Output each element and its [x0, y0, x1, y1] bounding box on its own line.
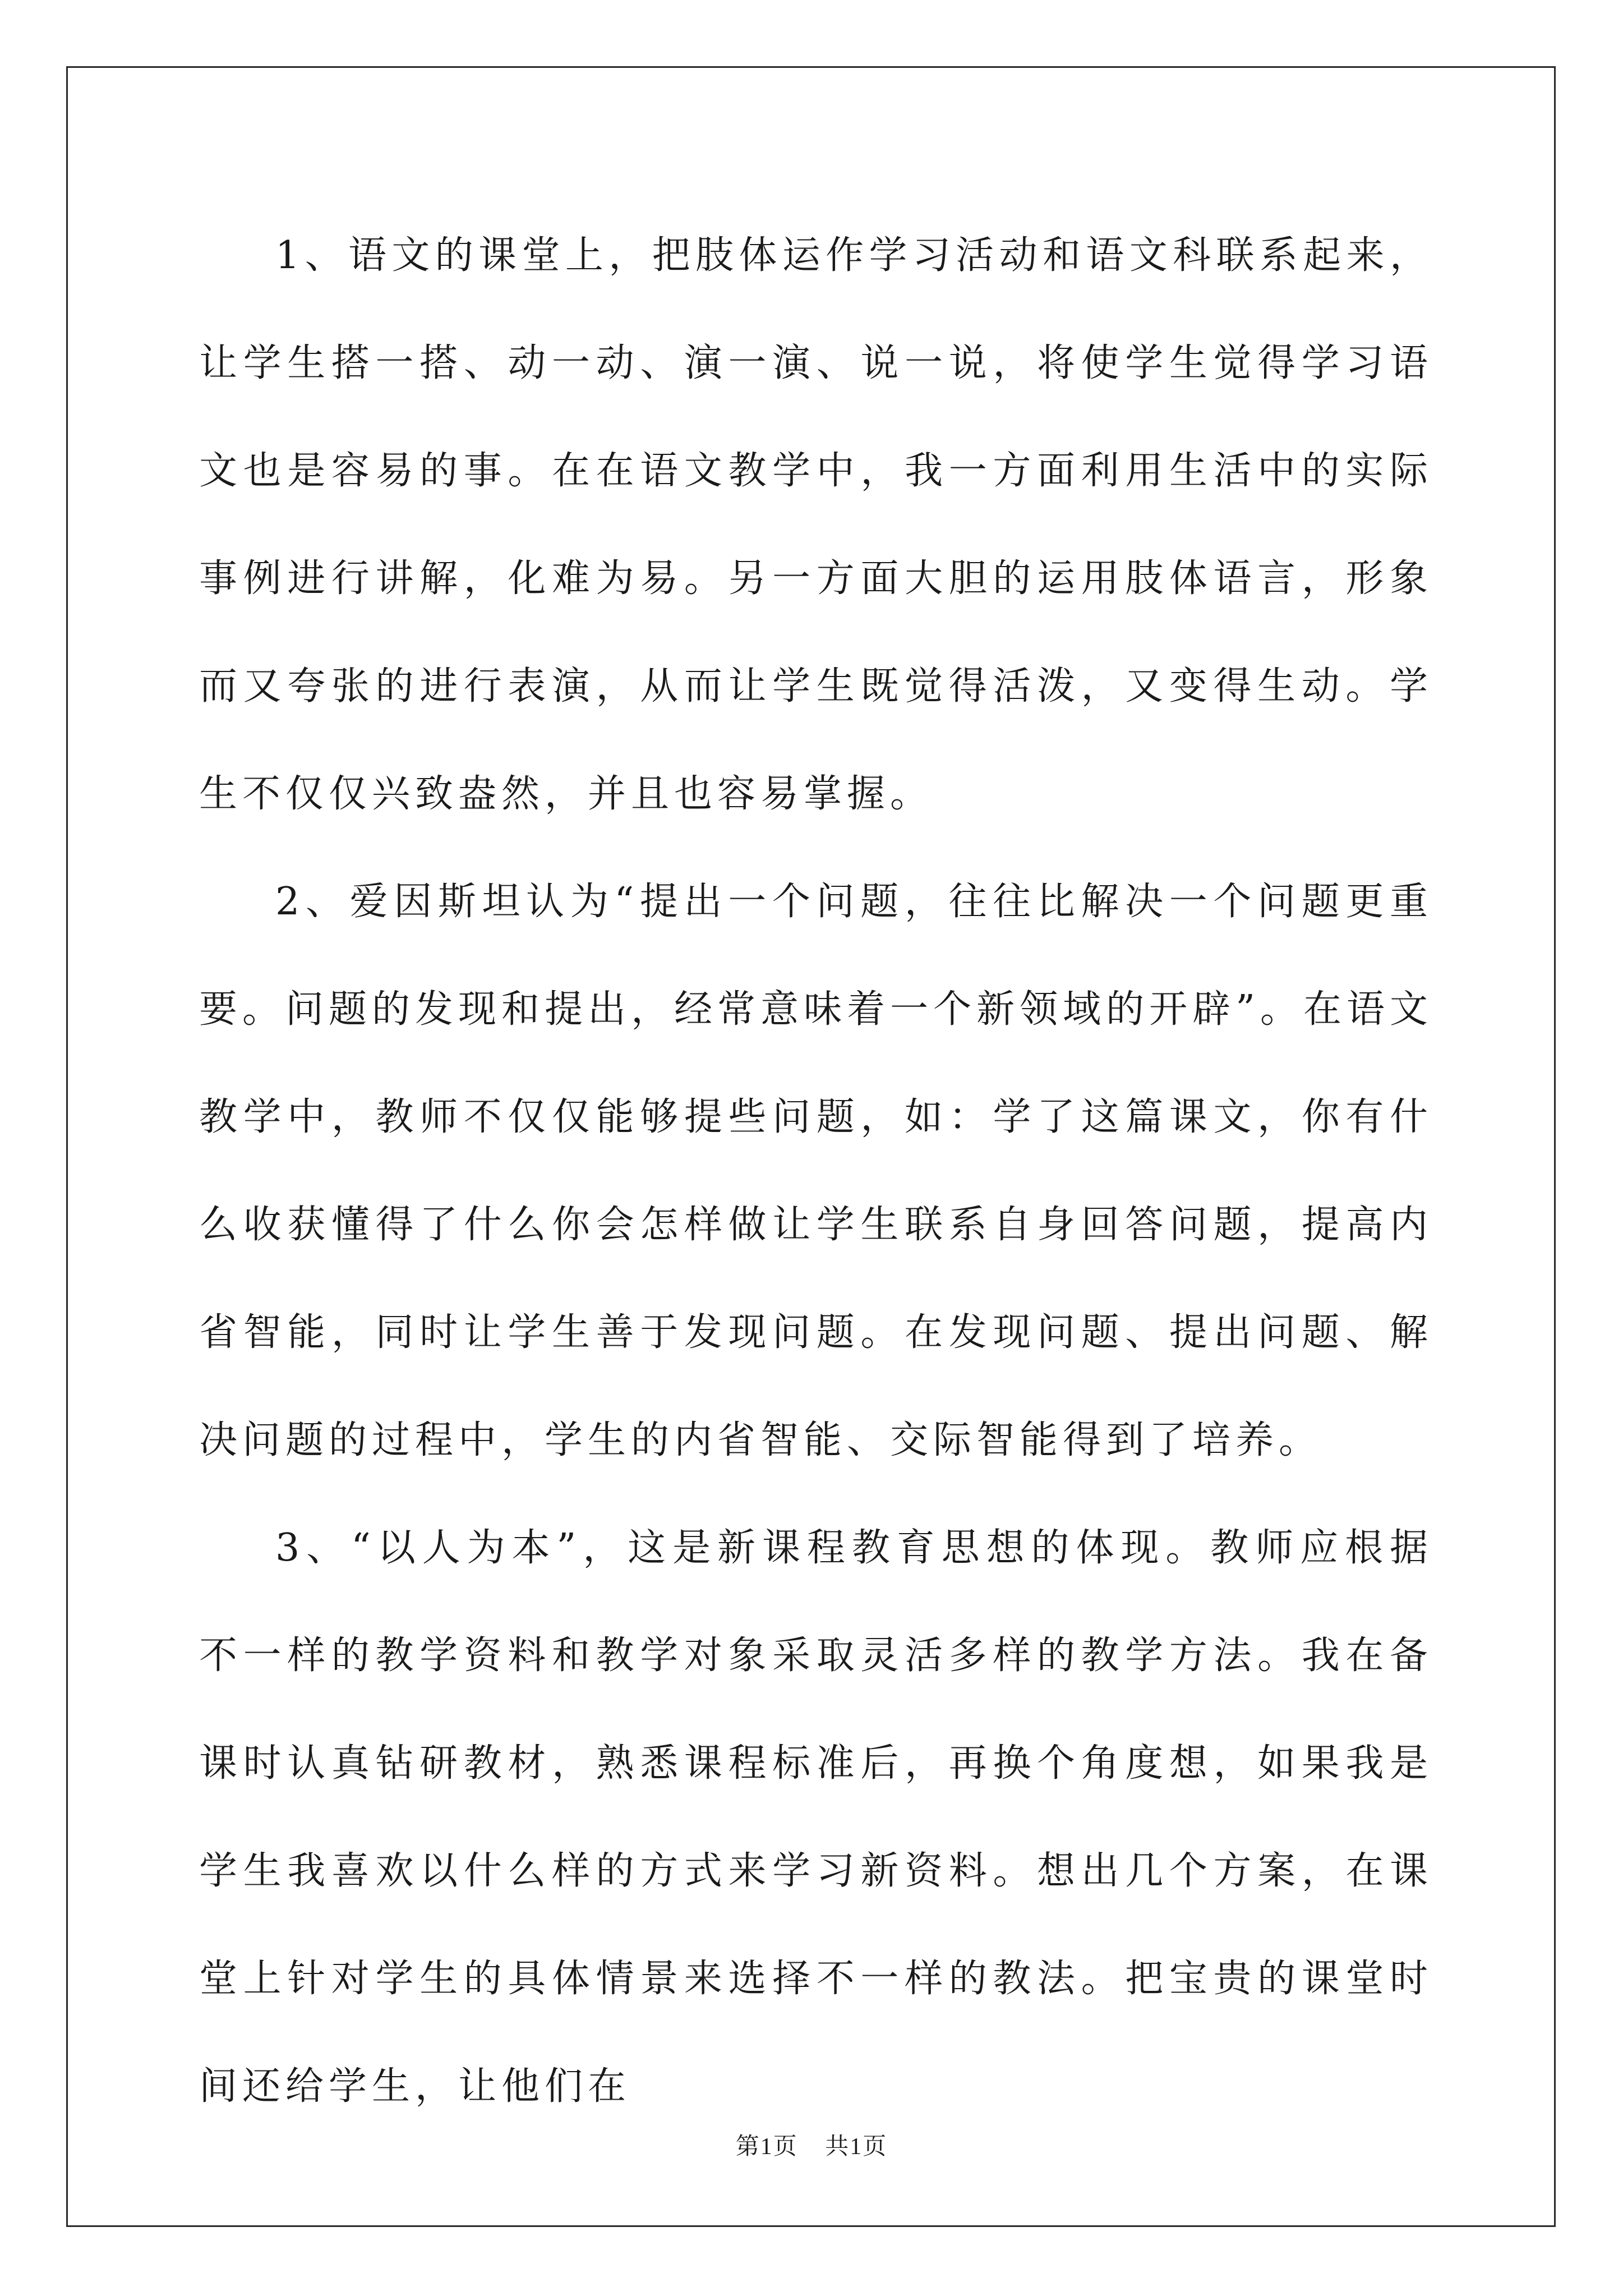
page-total: 共1页 — [825, 2134, 888, 2160]
document-body — [199, 202, 1433, 2141]
paragraph-3: 3、“以人为本”，这是新课程教育思想的体现。教师应根据不一样的教学资料和教学对象采取灵活多样的教学方法。我在备课时认真钻研教材，熟悉课程标准后，再换个角度想，如果我是学生我喜欢以什么样的方式来学习新资料。想出几个方案，在课堂上针对学生的具体情景来选择不一样的教法。把宝贵的课堂时间还给学生，让他们在 — [199, 1526, 1433, 2109]
paragraph-1: 1、语文的课堂上，把肢体运作学习活动和语文科联系起来，让学生搭一搭、动一动、演一演、说一说，将使学生觉得学习语文也是容易的事。在在语文教学中，我一方面利用生活中的实际事例进行讲解，化难为易。另一方面大胆的运用肢体语言，形象而又夸张的进行表演，从而让学生既觉得活泼，又变得生动。学生不仅仅兴致盎然，并且也容易掌握。 — [199, 233, 1433, 816]
paragraph-2: 2、爱因斯坦认为“提出一个问题，往往比解决一个问题更重要。问题的发现和提出，经常意味着一个新领域的开辟”。在语文教学中，教师不仅仅能够提些问题，如：学了这篇课文，你有什么收获懂得了什么你会怎样做让学生联系自身回答问题，提高内省智能，同时让学生善于发现问题。在发现问题、提出问题、解决问题的过程中，学生的内省智能、交际智能得到了培养。 — [199, 880, 1433, 1462]
page-footer — [0, 2128, 1623, 2161]
page-number: 第1页 — [735, 2134, 798, 2160]
